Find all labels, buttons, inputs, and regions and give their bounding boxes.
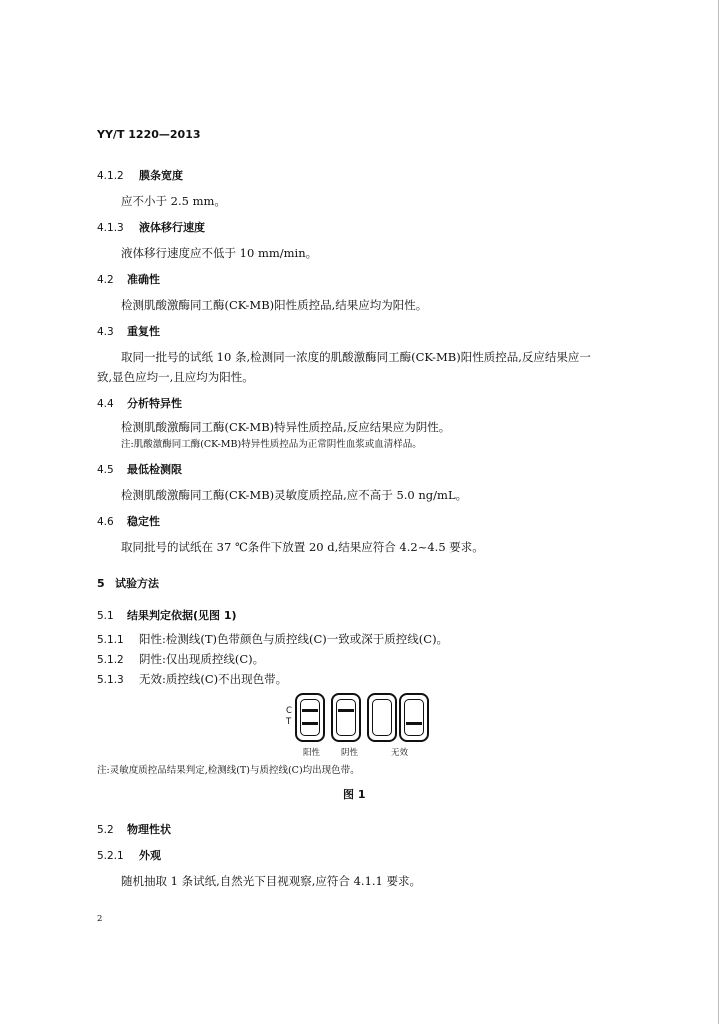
test-strip-invalid-test-only bbox=[399, 693, 429, 742]
control-band bbox=[302, 709, 318, 712]
section-4-2-body: 检测肌酸激酶同工酶(CK-MB)阳性质控品,结果应均为阳性。 bbox=[121, 298, 428, 312]
section-4-3-body-line2: 致,显色应均一,且应均为阳性。 bbox=[97, 370, 254, 384]
section-4-1-3-body: 液体移行速度应不低于 10 mm/min。 bbox=[121, 246, 318, 260]
section-4-4-body: 检测肌酸激酶同工酶(CK-MB)特异性质控品,反应结果应为阴性。 bbox=[121, 420, 451, 434]
section-4-6-heading: 4.6 稳定性 bbox=[97, 515, 160, 528]
section-5-2-1-heading: 5.2.1 外观 bbox=[97, 849, 161, 862]
section-4-5-body: 检测肌酸激酶同工酶(CK-MB)灵敏度质控品,应不高于 5.0 ng/mL。 bbox=[121, 488, 468, 502]
section-4-6-body: 取同批号的试纸在 37 ℃条件下放置 20 d,结果应符合 4.2~4.5 要求。 bbox=[121, 540, 484, 554]
figure-label-c: C bbox=[286, 706, 292, 716]
section-4-1-2-heading: 4.1.2 膜条宽度 bbox=[97, 169, 183, 182]
section-4-4-heading: 4.4 分析特异性 bbox=[97, 397, 182, 410]
section-5-1-heading: 5.1 结果判定依据(见图 1) bbox=[97, 609, 237, 622]
page-number: 2 bbox=[97, 914, 103, 924]
control-band bbox=[338, 709, 354, 712]
standard-header: YY/T 1220—2013 bbox=[97, 128, 201, 141]
figure-caption-invalid: 无效 bbox=[391, 748, 409, 758]
figure-caption-positive: 阳性 bbox=[303, 748, 321, 758]
section-5-2-heading: 5.2 物理性状 bbox=[97, 823, 171, 836]
section-4-4-note: 注:肌酸激酶同工酶(CK-MB)特异性质控品为正常阴性血浆或血清样品。 bbox=[121, 439, 422, 450]
test-band bbox=[302, 722, 318, 725]
figure-caption-negative: 阴性 bbox=[341, 748, 359, 758]
section-4-3-body-line1: 取同一批号的试纸 10 条,检测同一浓度的肌酸激酶同工酶(CK-MB)阳性质控品,反应结果应一 bbox=[121, 350, 591, 364]
page-edge bbox=[718, 0, 719, 1024]
section-5-2-1-body: 随机抽取 1 条试纸,自然光下目视观察,应符合 4.1.1 要求。 bbox=[121, 874, 422, 888]
figure-note: 注:灵敏度质控品结果判定,检测线(T)与质控线(C)均出现色带。 bbox=[97, 765, 360, 776]
section-5-1-1: 5.1.1 阳性:检测线(T)色带颜色与质控线(C)一致或深于质控线(C)。 bbox=[97, 632, 449, 646]
section-4-1-2-body: 应不小于 2.5 mm。 bbox=[121, 194, 226, 208]
test-strip-positive bbox=[295, 693, 325, 742]
section-5-1-3: 5.1.3 无效:质控线(C)不出现色带。 bbox=[97, 672, 288, 686]
figure-caption: 图 1 bbox=[343, 788, 366, 801]
section-5-1-2: 5.1.2 阴性:仅出现质控线(C)。 bbox=[97, 652, 265, 666]
section-4-2-heading: 4.2 准确性 bbox=[97, 273, 160, 286]
section-4-1-3-heading: 4.1.3 液体移行速度 bbox=[97, 221, 205, 234]
figure-label-t: T bbox=[286, 717, 292, 727]
test-band bbox=[406, 722, 422, 725]
section-5-heading: 5 试验方法 bbox=[97, 577, 159, 590]
section-4-3-heading: 4.3 重复性 bbox=[97, 325, 160, 338]
test-strip-invalid-empty bbox=[367, 693, 397, 742]
test-strip-negative bbox=[331, 693, 361, 742]
section-4-5-heading: 4.5 最低检测限 bbox=[97, 463, 182, 476]
